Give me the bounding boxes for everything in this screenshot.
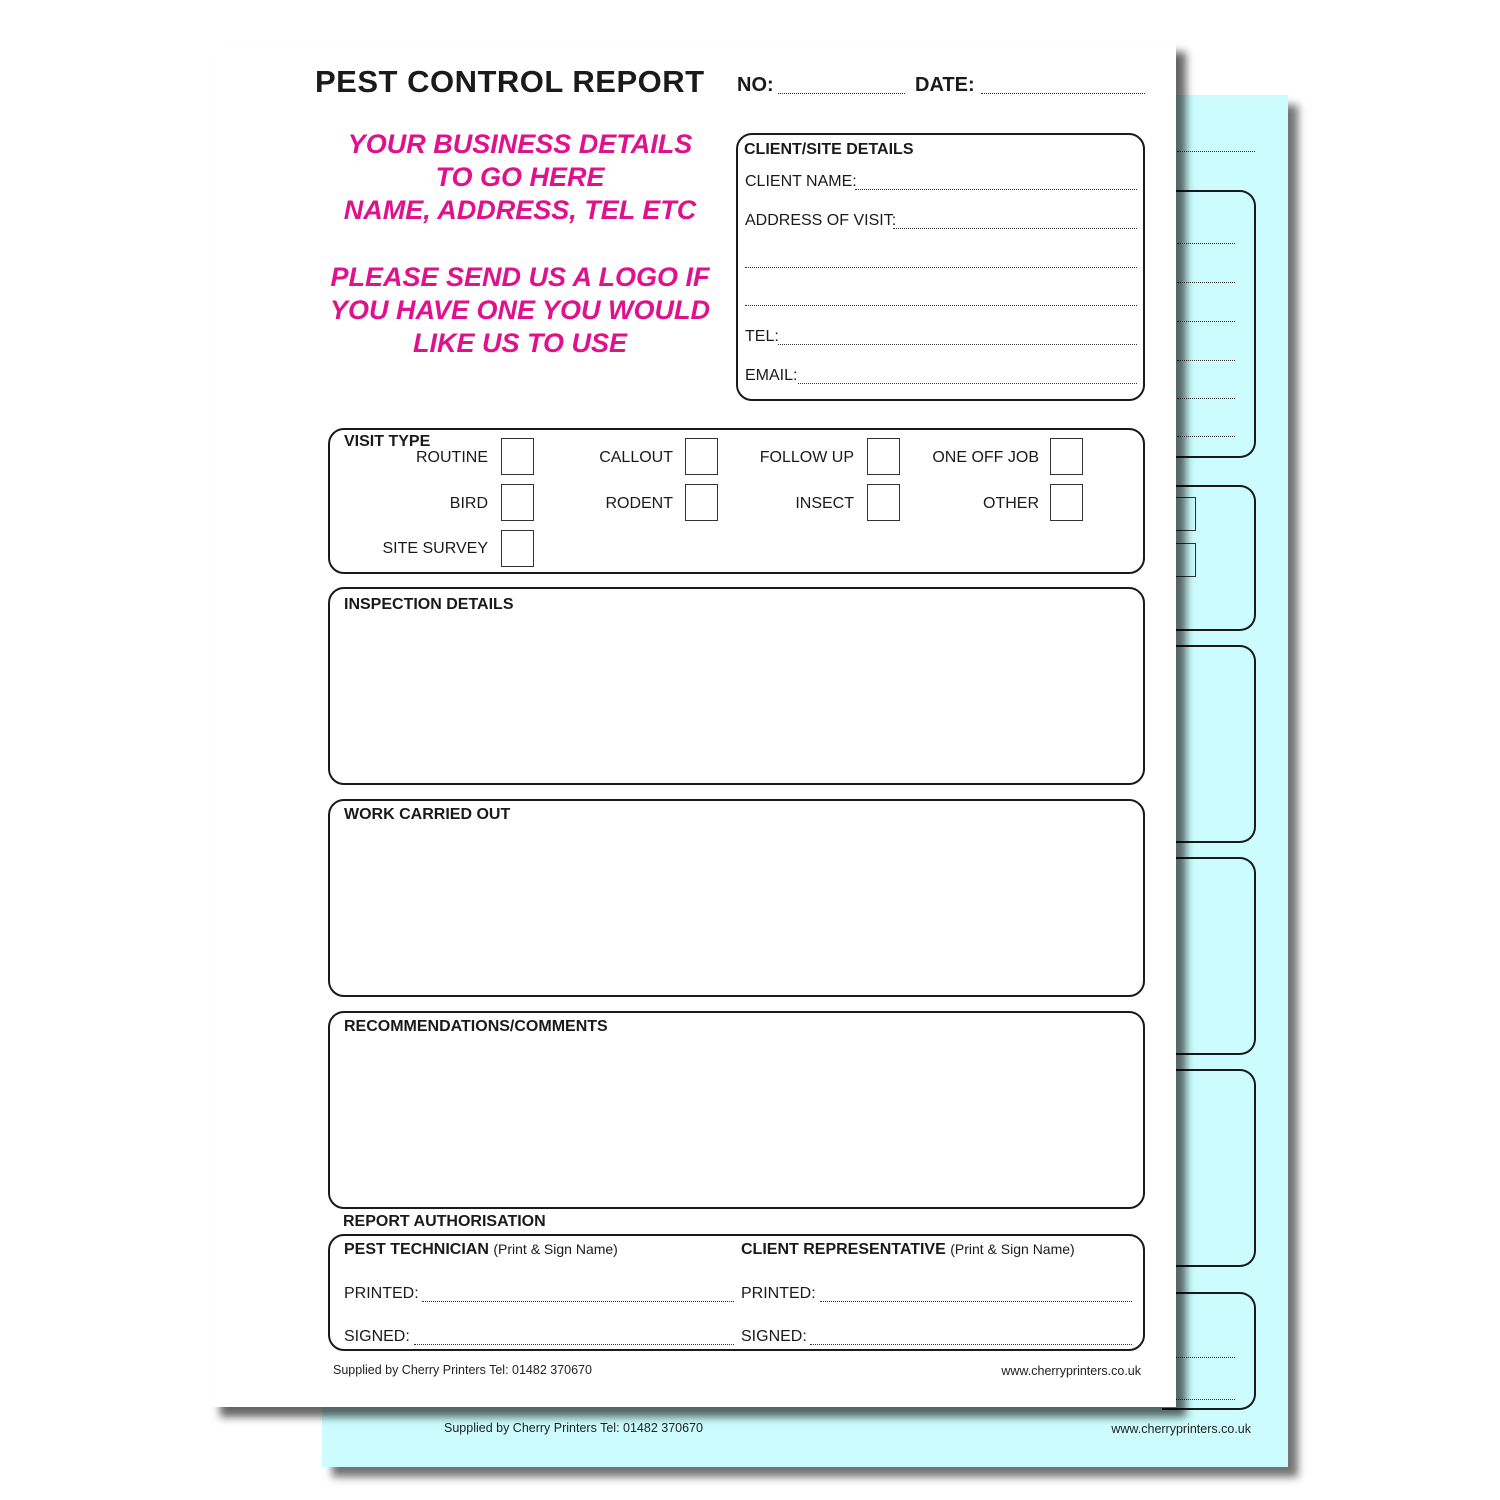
visit-type-box [328, 428, 1145, 574]
technician-signed-label: SIGNED: [344, 1328, 410, 1345]
address-field-3[interactable] [745, 304, 1137, 306]
front-report-sheet [210, 42, 1176, 1407]
logo-request-placeholder: PLEASE SEND US A LOGO IF YOU HAVE ONE YOU WOULD LIKE US TO USE [329, 262, 711, 358]
report-number-field[interactable] [778, 92, 905, 94]
report-date-label: DATE: [915, 74, 975, 96]
option-one-off-job-label: ONE OFF JOB [932, 449, 1039, 466]
back-inspection-box [1162, 645, 1256, 843]
back-recommendations-box [1162, 1069, 1256, 1267]
pest-technician-heading: PEST TECHNICIAN (Print & Sign Name) [344, 1241, 618, 1258]
other-checkbox[interactable] [1050, 484, 1083, 521]
business-details-placeholder: YOUR BUSINESS DETAILS TO GO HERE NAME, ADDRESS, TEL ETC [343, 129, 697, 225]
client-name-field[interactable] [855, 188, 1137, 190]
back-footer-right: www.cherryprinters.co.uk [1111, 1422, 1251, 1436]
email-field[interactable] [798, 382, 1137, 384]
work-carried-out-heading: WORK CARRIED OUT [344, 806, 511, 823]
option-insect-label: INSECT [795, 495, 854, 512]
client-details-box [736, 133, 1145, 401]
technician-signed-field[interactable] [414, 1343, 734, 1345]
client-rep-printed-label: PRINTED: [741, 1285, 816, 1302]
back-date-dots [1177, 150, 1255, 152]
client-rep-signed-label: SIGNED: [741, 1328, 807, 1345]
one-off-job-checkbox[interactable] [1050, 438, 1083, 475]
option-follow-up-label: FOLLOW UP [759, 449, 854, 466]
visit-type-heading: VISIT TYPE [344, 433, 431, 450]
technician-printed-field[interactable] [422, 1300, 734, 1302]
back-visit-box [1162, 485, 1256, 631]
authorisation-box [328, 1234, 1145, 1351]
client-representative-heading: CLIENT REPRESENTATIVE (Print & Sign Name) [741, 1241, 1075, 1258]
back-auth-box [1162, 1292, 1256, 1410]
email-label: EMAIL: [745, 367, 798, 384]
back-footer-left: Supplied by Cherry Printers Tel: 01482 370670 [444, 1421, 703, 1435]
client-details-heading: CLIENT/SITE DETAILS [744, 141, 914, 158]
recommendations-box[interactable] [328, 1011, 1145, 1209]
technician-printed-label: PRINTED: [344, 1285, 419, 1302]
address-field-2[interactable] [745, 266, 1137, 268]
report-number-label: NO: [737, 74, 774, 96]
option-callout-label: CALLOUT [599, 449, 673, 466]
site-survey-checkbox[interactable] [501, 530, 534, 567]
report-authorisation-heading: REPORT AUTHORISATION [343, 1213, 546, 1230]
footer-supplier: Supplied by Cherry Printers Tel: 01482 370670 [333, 1363, 592, 1377]
tel-field[interactable] [778, 343, 1137, 345]
address-field-1[interactable] [893, 227, 1137, 229]
client-rep-printed-field[interactable] [820, 1300, 1132, 1302]
client-name-label: CLIENT NAME: [745, 173, 857, 190]
inspection-details-heading: INSPECTION DETAILS [344, 596, 514, 613]
option-routine-label: ROUTINE [416, 449, 488, 466]
address-label: ADDRESS OF VISIT: [745, 212, 897, 229]
work-carried-out-box[interactable] [328, 799, 1145, 997]
report-date-field[interactable] [981, 92, 1145, 94]
option-site-survey-label: SITE SURVEY [382, 540, 488, 557]
inspection-details-box[interactable] [328, 587, 1145, 785]
report-title: PEST CONTROL REPORT [315, 64, 705, 99]
option-bird-label: BIRD [449, 495, 488, 512]
tel-label: TEL: [745, 328, 779, 345]
client-rep-signed-field[interactable] [810, 1343, 1132, 1345]
option-other-label: OTHER [983, 495, 1039, 512]
footer-website: www.cherryprinters.co.uk [1001, 1364, 1141, 1378]
back-client-box [1162, 190, 1256, 458]
recommendations-heading: RECOMMENDATIONS/COMMENTS [344, 1018, 608, 1035]
back-work-box [1162, 857, 1256, 1055]
option-rodent-label: RODENT [605, 495, 673, 512]
